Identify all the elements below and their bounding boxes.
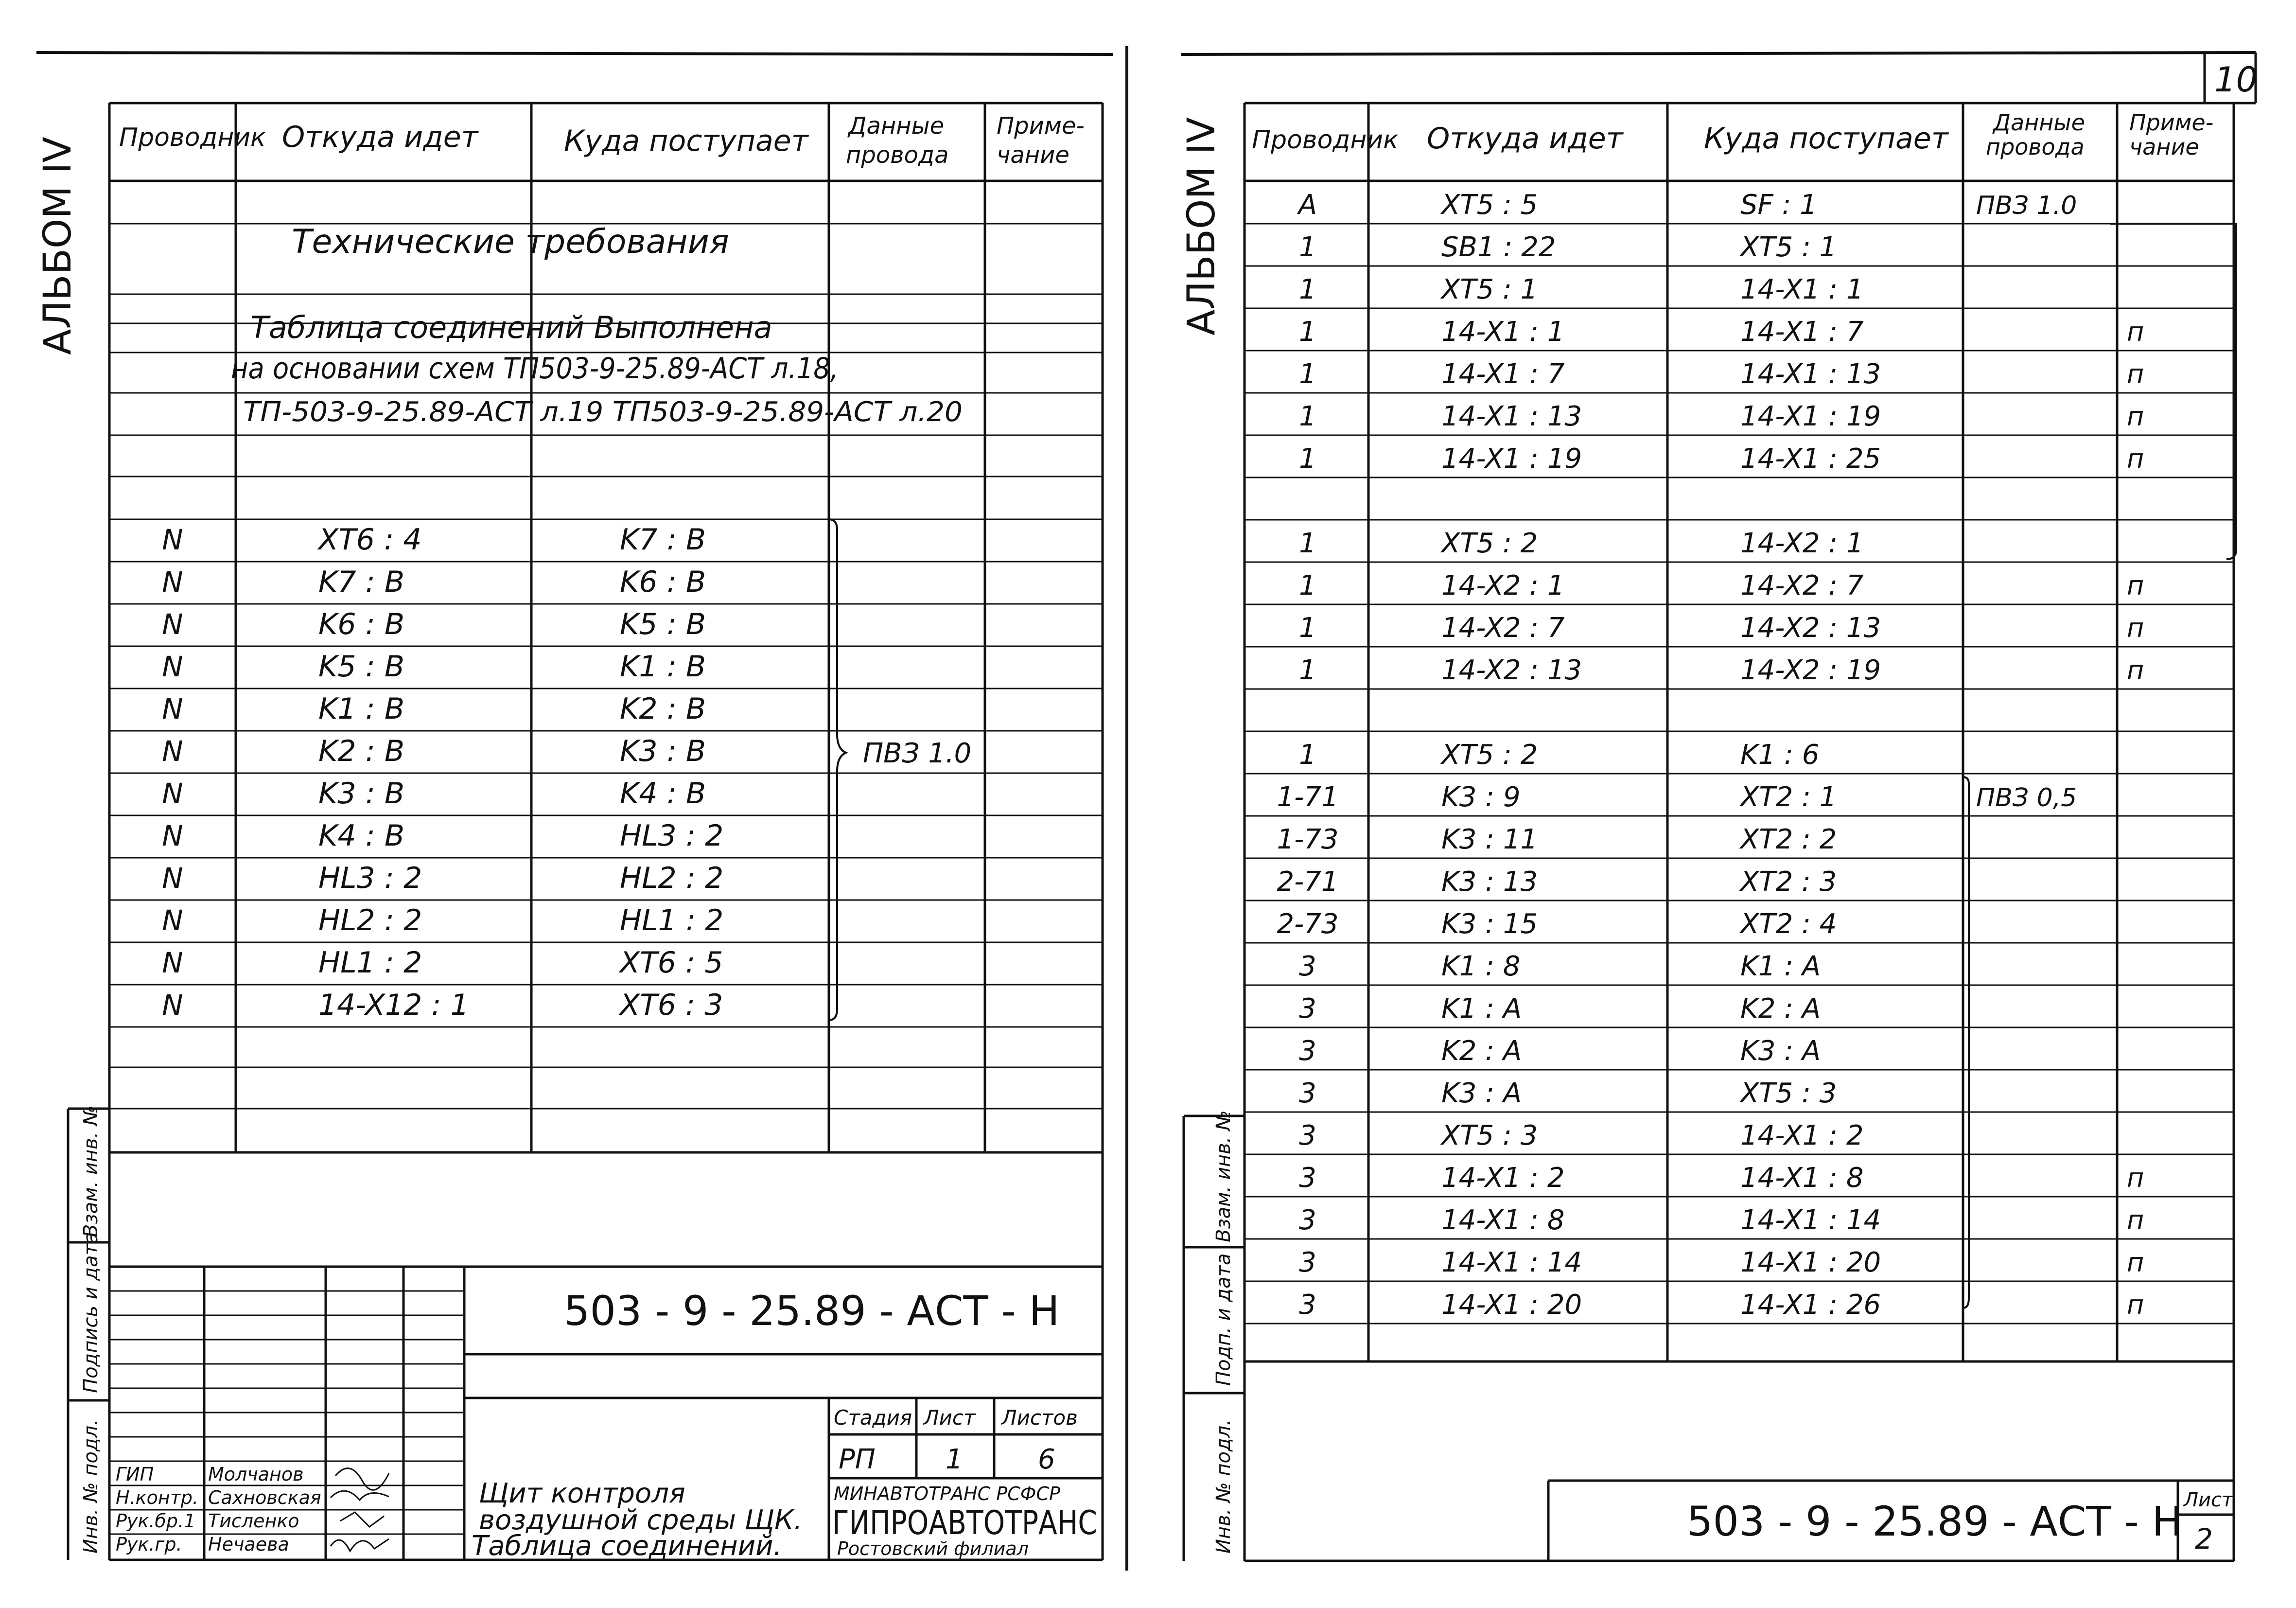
left-row-to: K4 : B [620,777,706,811]
right-row-to: 14-X2 : 1 [1740,528,1864,559]
right-header-wire: Проводник [1252,125,1399,155]
right-row-from: XT5 : 5 [1441,189,1538,221]
right-row-to: 14-X1 : 1 [1740,274,1864,305]
right-row-wire: 3 [1299,1289,1316,1321]
left-row-wire: N [162,862,183,895]
right-row-to: XT2 : 3 [1740,866,1837,898]
stamp-role: Рук.бр.1 [116,1510,196,1532]
left-row-from: K6 : B [318,607,405,641]
right-header-to: Куда поступает [1704,122,1948,156]
left-row-wire: N [162,777,183,810]
right-row-to: XT5 : 1 [1740,231,1837,263]
right-row-wire: 3 [1299,951,1316,982]
left-row-to: HL1 : 2 [620,903,724,937]
right-header-note2: чание [2129,134,2199,160]
stamp-title-2: воздушной среды ЩК. [479,1504,803,1536]
left-row-wire: N [162,650,183,683]
left-album-label: АЛЬБОМ IV [36,137,80,355]
left-row-from: K4 : B [318,819,405,853]
left-header-data: Данные [848,112,945,140]
right-row-wire: 1-73 [1277,824,1339,855]
right-row-from: K3 : 15 [1441,908,1538,940]
right-row-wire: 1 [1299,570,1316,601]
right-row-wire: 2-73 [1277,908,1339,940]
left-row-to: XT6 : 3 [620,988,723,1022]
stamp-org-3: Ростовский филиал [837,1538,1029,1559]
stamp-sheets: 6 [1038,1444,1055,1475]
right-row-data: ПВЗ 0,5 [1976,783,2077,813]
right-row-wire: 1-71 [1277,781,1339,813]
right-row-to: XT2 : 2 [1740,824,1837,855]
right-row-wire: 1 [1299,612,1316,644]
right-row-wire: 1 [1299,654,1316,686]
left-row-from: HL3 : 2 [318,861,422,895]
stamp-role: ГИП [116,1464,154,1485]
right-row-to: 14-X1 : 2 [1740,1120,1864,1151]
right-row-to: 14-X1 : 14 [1740,1204,1881,1236]
left-header-wire: Проводник [119,123,266,152]
right-row-from: 14-X1 : 1 [1441,316,1565,348]
left-row-wire: N [162,946,183,979]
left-row-from: K3 : B [318,777,405,811]
right-row-from: XT5 : 3 [1441,1120,1538,1151]
right-header-note: Приме- [2129,109,2214,136]
left-row-to: HL3 : 2 [620,819,724,853]
left-header-note2: чание [997,141,1069,169]
left-row-wire: N [162,565,183,599]
right-row-note: п [2127,613,2144,643]
right-row-from: 14-X1 : 19 [1441,443,1582,475]
right-row-to: K1 : A [1740,951,1821,982]
left-row-from: XT6 : 4 [318,523,422,557]
right-row-wire: 3 [1299,1204,1316,1236]
stamp-title-1: Щит контроля [479,1478,685,1509]
left-row-from: K1 : B [318,692,405,726]
right-row-wire: 3 [1299,1035,1316,1067]
right-row-wire: 1 [1299,739,1316,771]
right-row-to: 14-X1 : 7 [1740,316,1864,348]
right-row-from: 14-X1 : 8 [1441,1204,1565,1236]
right-stamp-sheet-label: Лист [2184,1489,2233,1511]
left-side-label-repl: Взам. инв. № [80,1105,102,1237]
left-side-label-inv: Инв. № подл. [80,1419,102,1554]
right-row-to: 14-X1 : 25 [1740,443,1881,475]
right-row-to: XT2 : 4 [1740,908,1837,940]
right-header-data: Данные [1993,109,2085,136]
left-row-to: K7 : B [620,523,706,557]
right-row-wire: 1 [1299,274,1316,305]
right-row-from: 14-X2 : 7 [1441,612,1565,644]
stamp-role: Н.контр. [116,1487,199,1508]
right-row-note: п [2127,443,2144,474]
right-doc-code: 503 - 9 - 25.89 - АСТ - Н [1687,1498,2183,1545]
right-row-note: п [2127,570,2144,601]
right-row-from: K3 : 13 [1441,866,1538,898]
right-row-wire: 3 [1299,1078,1316,1109]
right-row-to: K3 : A [1740,1035,1821,1067]
right-row-from: 14-X1 : 2 [1441,1162,1565,1194]
stamp-name: Тисленко [208,1510,299,1532]
right-row-to: XT2 : 1 [1740,781,1837,813]
left-row-to: K1 : B [620,650,706,684]
right-album-label: АЛЬБОМ IV [1180,117,1224,336]
right-row-from: SB1 : 22 [1441,231,1556,263]
right-row-note: п [2127,359,2144,389]
left-row-to: K6 : B [620,565,706,599]
right-row-wire: 2-71 [1277,866,1339,898]
left-row-from: HL2 : 2 [318,903,422,937]
right-row-wire: 1 [1299,358,1316,390]
right-row-from: 14-X2 : 1 [1441,570,1565,601]
right-row-from: 14-X2 : 13 [1441,654,1582,686]
right-row-to: 14-X2 : 13 [1740,612,1881,644]
left-row-from: HL1 : 2 [318,946,422,980]
left-row-from: K5 : B [318,650,405,684]
right-side-label-sign: Подп. и дата [1212,1253,1235,1386]
left-wire-group-label: ПВЗ 1.0 [863,738,972,769]
right-row-data: ПВЗ 1.0 [1976,191,2077,220]
right-row-to: 14-X1 : 8 [1740,1162,1864,1194]
right-row-from: XT5 : 2 [1441,528,1538,559]
tech-requirements-title: Технические требования [292,223,729,261]
note-line-2: на основании схем ТП503-9-25.89-АСТ л.18, [231,352,839,386]
stamp-name: Сахновская [208,1487,321,1508]
left-row-wire: N [162,819,183,852]
left-row-from: 14-X12 : 1 [318,988,469,1022]
right-stamp-sheet: 2 [2195,1522,2213,1555]
left-row-wire: N [162,523,183,556]
right-row-from: K3 : A [1441,1078,1522,1109]
stamp-sheet: 1 [946,1444,963,1475]
right-row-to: K2 : A [1740,993,1821,1025]
left-row-wire: N [162,692,183,725]
right-row-from: K1 : A [1441,993,1522,1025]
right-row-wire: 3 [1299,1162,1316,1194]
left-header-data2: провода [846,141,949,169]
left-row-from: K7 : B [318,565,405,599]
left-row-wire: N [162,989,183,1022]
right-row-note: п [2127,1205,2144,1236]
right-row-wire: 1 [1299,231,1316,263]
right-row-to: K1 : 6 [1740,739,1820,771]
note-line-1: Таблица соединений Выполнена [250,310,772,345]
left-row-wire: N [162,735,183,768]
left-row-wire: N [162,904,183,937]
right-row-from: K3 : 11 [1441,824,1538,855]
right-row-to: 14-X2 : 7 [1740,570,1864,601]
right-row-note: п [2127,401,2144,432]
left-row-wire: N [162,608,183,641]
left-row-to: HL2 : 2 [620,861,724,895]
right-row-note: п [2127,655,2144,686]
right-row-note: п [2127,317,2144,347]
left-header-from: Откуда идет [282,120,478,154]
stamp-name: Нечаева [208,1534,289,1555]
right-row-note: п [2127,1247,2144,1278]
right-row-note: п [2127,1163,2144,1193]
right-row-from: K3 : 9 [1441,781,1521,813]
right-row-from: K2 : A [1441,1035,1522,1067]
right-row-wire: 1 [1299,401,1316,432]
stamp-stage: РП [839,1444,876,1475]
right-row-to: XT5 : 3 [1740,1078,1837,1109]
right-header-data2: провода [1986,134,2085,160]
right-row-from: 14-X1 : 20 [1441,1289,1582,1321]
left-side-label-sign: Подпись и дата [80,1232,102,1393]
right-row-wire: A [1298,189,1317,221]
right-row-to: 14-X1 : 13 [1740,358,1881,390]
stamp-org-2: ГИПРОАВТОТРАНС [832,1504,1097,1542]
right-row-to: 14-X2 : 19 [1740,654,1881,686]
left-row-from: K2 : B [318,734,405,768]
right-row-from: K1 : 8 [1441,951,1521,982]
right-row-wire: 1 [1299,528,1316,559]
right-row-wire: 3 [1299,1247,1316,1278]
left-header-to: Куда поступает [564,124,808,158]
right-row-to: 14-X1 : 26 [1740,1289,1881,1321]
right-row-wire: 3 [1299,1120,1316,1151]
right-row-from: XT5 : 2 [1441,739,1538,771]
left-row-to: K5 : B [620,607,706,641]
stamp-name: Молчанов [208,1464,304,1485]
right-side-label-repl: Взам. инв. № [1212,1110,1235,1242]
left-doc-code: 503 - 9 - 25.89 - АСТ - Н [564,1287,1060,1335]
right-row-note: п [2127,1290,2144,1320]
right-page-number: 10 [2214,60,2258,100]
stamp-role: Рук.гр. [116,1534,182,1555]
right-row-wire: 1 [1299,316,1316,348]
right-row-from: 14-X1 : 7 [1441,358,1565,390]
right-row-wire: 1 [1299,443,1316,475]
right-row-wire: 3 [1299,993,1316,1025]
note-line-3: ТП-503-9-25.89-АСТ л.19 ТП503-9-25.89-АСТ л.20 [243,396,963,428]
stamp-sheet-label: Лист [924,1406,976,1430]
right-row-from: 14-X1 : 13 [1441,401,1582,432]
stamp-org-1: МИНАВТОТРАНС РСФСР [834,1483,1060,1504]
left-row-to: K3 : B [620,734,706,768]
stamp-stage-label: Стадия [834,1406,912,1430]
left-row-to: K2 : B [620,692,706,726]
right-header-from: Откуда идет [1427,122,1623,156]
stamp-sheets-label: Листов [1001,1406,1078,1430]
left-header-note: Приме- [997,112,1085,140]
right-row-from: 14-X1 : 14 [1441,1247,1582,1278]
right-row-to: SF : 1 [1740,189,1817,221]
stamp-title-3: Таблица соединений. [472,1530,782,1562]
right-row-to: 14-X1 : 20 [1740,1247,1881,1278]
right-row-to: 14-X1 : 19 [1740,401,1881,432]
right-row-from: XT5 : 1 [1441,274,1538,305]
right-side-label-inv: Инв. № подл. [1212,1419,1235,1554]
left-row-to: XT6 : 5 [620,946,723,980]
